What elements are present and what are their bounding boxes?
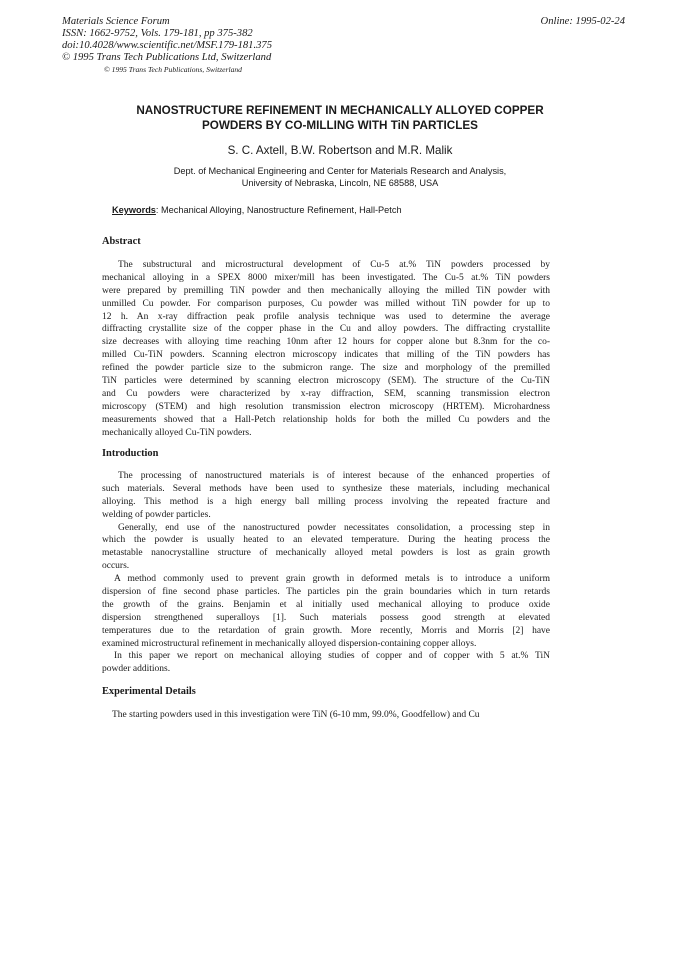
text-line: and Cu powders were characterized by x-ray diffraction, SEM, scanning transmission electron [102,388,550,399]
affiliation-line: Dept. of Mechanical Engineering and Center for Materials Research and Analysis, [173,166,507,176]
introduction-heading: Introduction [102,448,159,459]
text-line: were prepared by premilling TiN powder and then mechanically alloying the milled TiN powder with [102,285,550,296]
experimental-heading: Experimental Details [102,686,196,697]
experimental-body [102,709,550,722]
affiliation [60,165,620,189]
text-line: such materials. Several methods have been used to synthesize these materials, including mechanical [102,483,550,494]
publisher-copyright: © 1995 Trans Tech Publications, Switzerland [104,65,242,74]
text-line: the growth of the grains. Benjamin et al initially used mechanical alloying to produce oxide [102,599,550,610]
keywords-label: Keywords [112,205,156,215]
text-line: mechanical alloying in a SPEX 8000 mixer/mill has been investigated. The Cu-5 at.% TiN powders [102,272,550,283]
journal-copyright: © 1995 Trans Tech Publications Ltd, Switzerland [62,52,272,63]
title-line: POWDERS BY CO-MILLING WITH TiN PARTICLES [202,119,478,132]
online-date: Online: 1995-02-24 [540,16,625,27]
paper-title [60,103,620,133]
keywords [112,205,402,215]
text-line: mechanically alloyed Cu-TiN powders. [102,427,252,438]
text-line: A method commonly used to prevent grain growth in deformed metals is to introduce a uniform [114,574,550,585]
title-line: NANOSTRUCTURE REFINEMENT IN MECHANICALLY ALLOYED COPPER [136,104,544,117]
text-line: The processing of nanostructured materials is of interest because of the enhanced properties of [118,471,550,481]
authors: S. C. Axtell, B.W. Robertson and M.R. Malik [227,144,453,157]
text-line: The starting powders used in this investigation were TiN (6-10 mm, 99.0%, Goodfellow) and Cu [112,710,480,720]
text-line: In this paper we report on mechanical alloying studies of copper and of copper with 5 at.% TiN [114,651,550,662]
abstract-heading: Abstract [102,236,141,247]
text-line: TiN particles were determined by scanning electron microscopy (SEM). The structure of the Cu-TiN [102,376,550,387]
text-line: The substructural and microstructural development of Cu-5 at.% TiN powders processed by [118,260,550,270]
text-line: unmilled Cu powder. For comparison purposes, Cu powder was milled without TiN powder for up to [102,298,550,309]
text-line: dispersion of fine second phase particles. The particles pin the grain boundaries which in turn retards [102,587,550,598]
text-line: examined microstructural refinement in mechanically alloyed dispersion-containing copper alloys. [102,638,477,649]
abstract-body [102,259,550,439]
text-line: occurs. [102,561,130,572]
text-line: powder additions. [102,664,171,675]
text-line: 12 h. An x-ray diffraction peak profile analysis technique was used to determine the average [102,311,550,322]
text-line: microscopy (STEM) and high resolution transmission electron microscopy (HRTEM). Microhardness [102,401,550,412]
text-line: diffracting crystallite size of the copper phase in the Cu and alloy powders. The diffracting crystallite [102,324,550,335]
journal-doi[interactable]: doi:10.4028/www.scientific.net/MSF.179-181.375 [62,40,272,51]
affiliation-line: University of Nebraska, Lincoln, NE 68588, USA [241,178,439,188]
text-line: which the powder is usually heated to an elevated temperature. During the heating process the [102,535,550,546]
text-line: welding of powder particles. [102,509,211,520]
text-line: size decreases with alloying time reaching 10nm after 12 hours for copper alone but 8.3nm for the co- [102,337,550,348]
text-line: milled Cu-TiN powders. Scanning electron microscopy indicates that milling of the TiN powders has [102,350,550,361]
journal-header [62,16,272,64]
text-line: refined the powder particle size to the submicron range. The size and morphology of the premilled [102,363,550,374]
text-line: temperatures due to the retardation of grain growth. More recently, Morris and Morris [2] have [102,625,550,636]
journal-name: Materials Science Forum [62,16,170,27]
text-line: alloying. This method is a high energy ball milling process involving the repeated fracture and [102,496,550,507]
keywords-text: : Mechanical Alloying, Nanostructure Refinement, Hall-Petch [155,205,402,215]
text-line: dispersion strengthened superalloys [1]. Such materials possess good strength at elevated [102,612,550,623]
text-line: Generally, end use of the nanostructured powder necessitates consolidation, a processing step in [118,522,550,533]
text-line: metastable nanocrystalline structure of mechanically alloyed metal powders is lost as grain growth [102,548,550,559]
introduction-body [102,470,550,676]
text-line: measurements showed that a Hall-Petch relationship holds for both the milled Cu powders and the [102,414,550,425]
journal-issn: ISSN: 1662-9752, Vols. 179-181, pp 375-382 [62,28,253,39]
